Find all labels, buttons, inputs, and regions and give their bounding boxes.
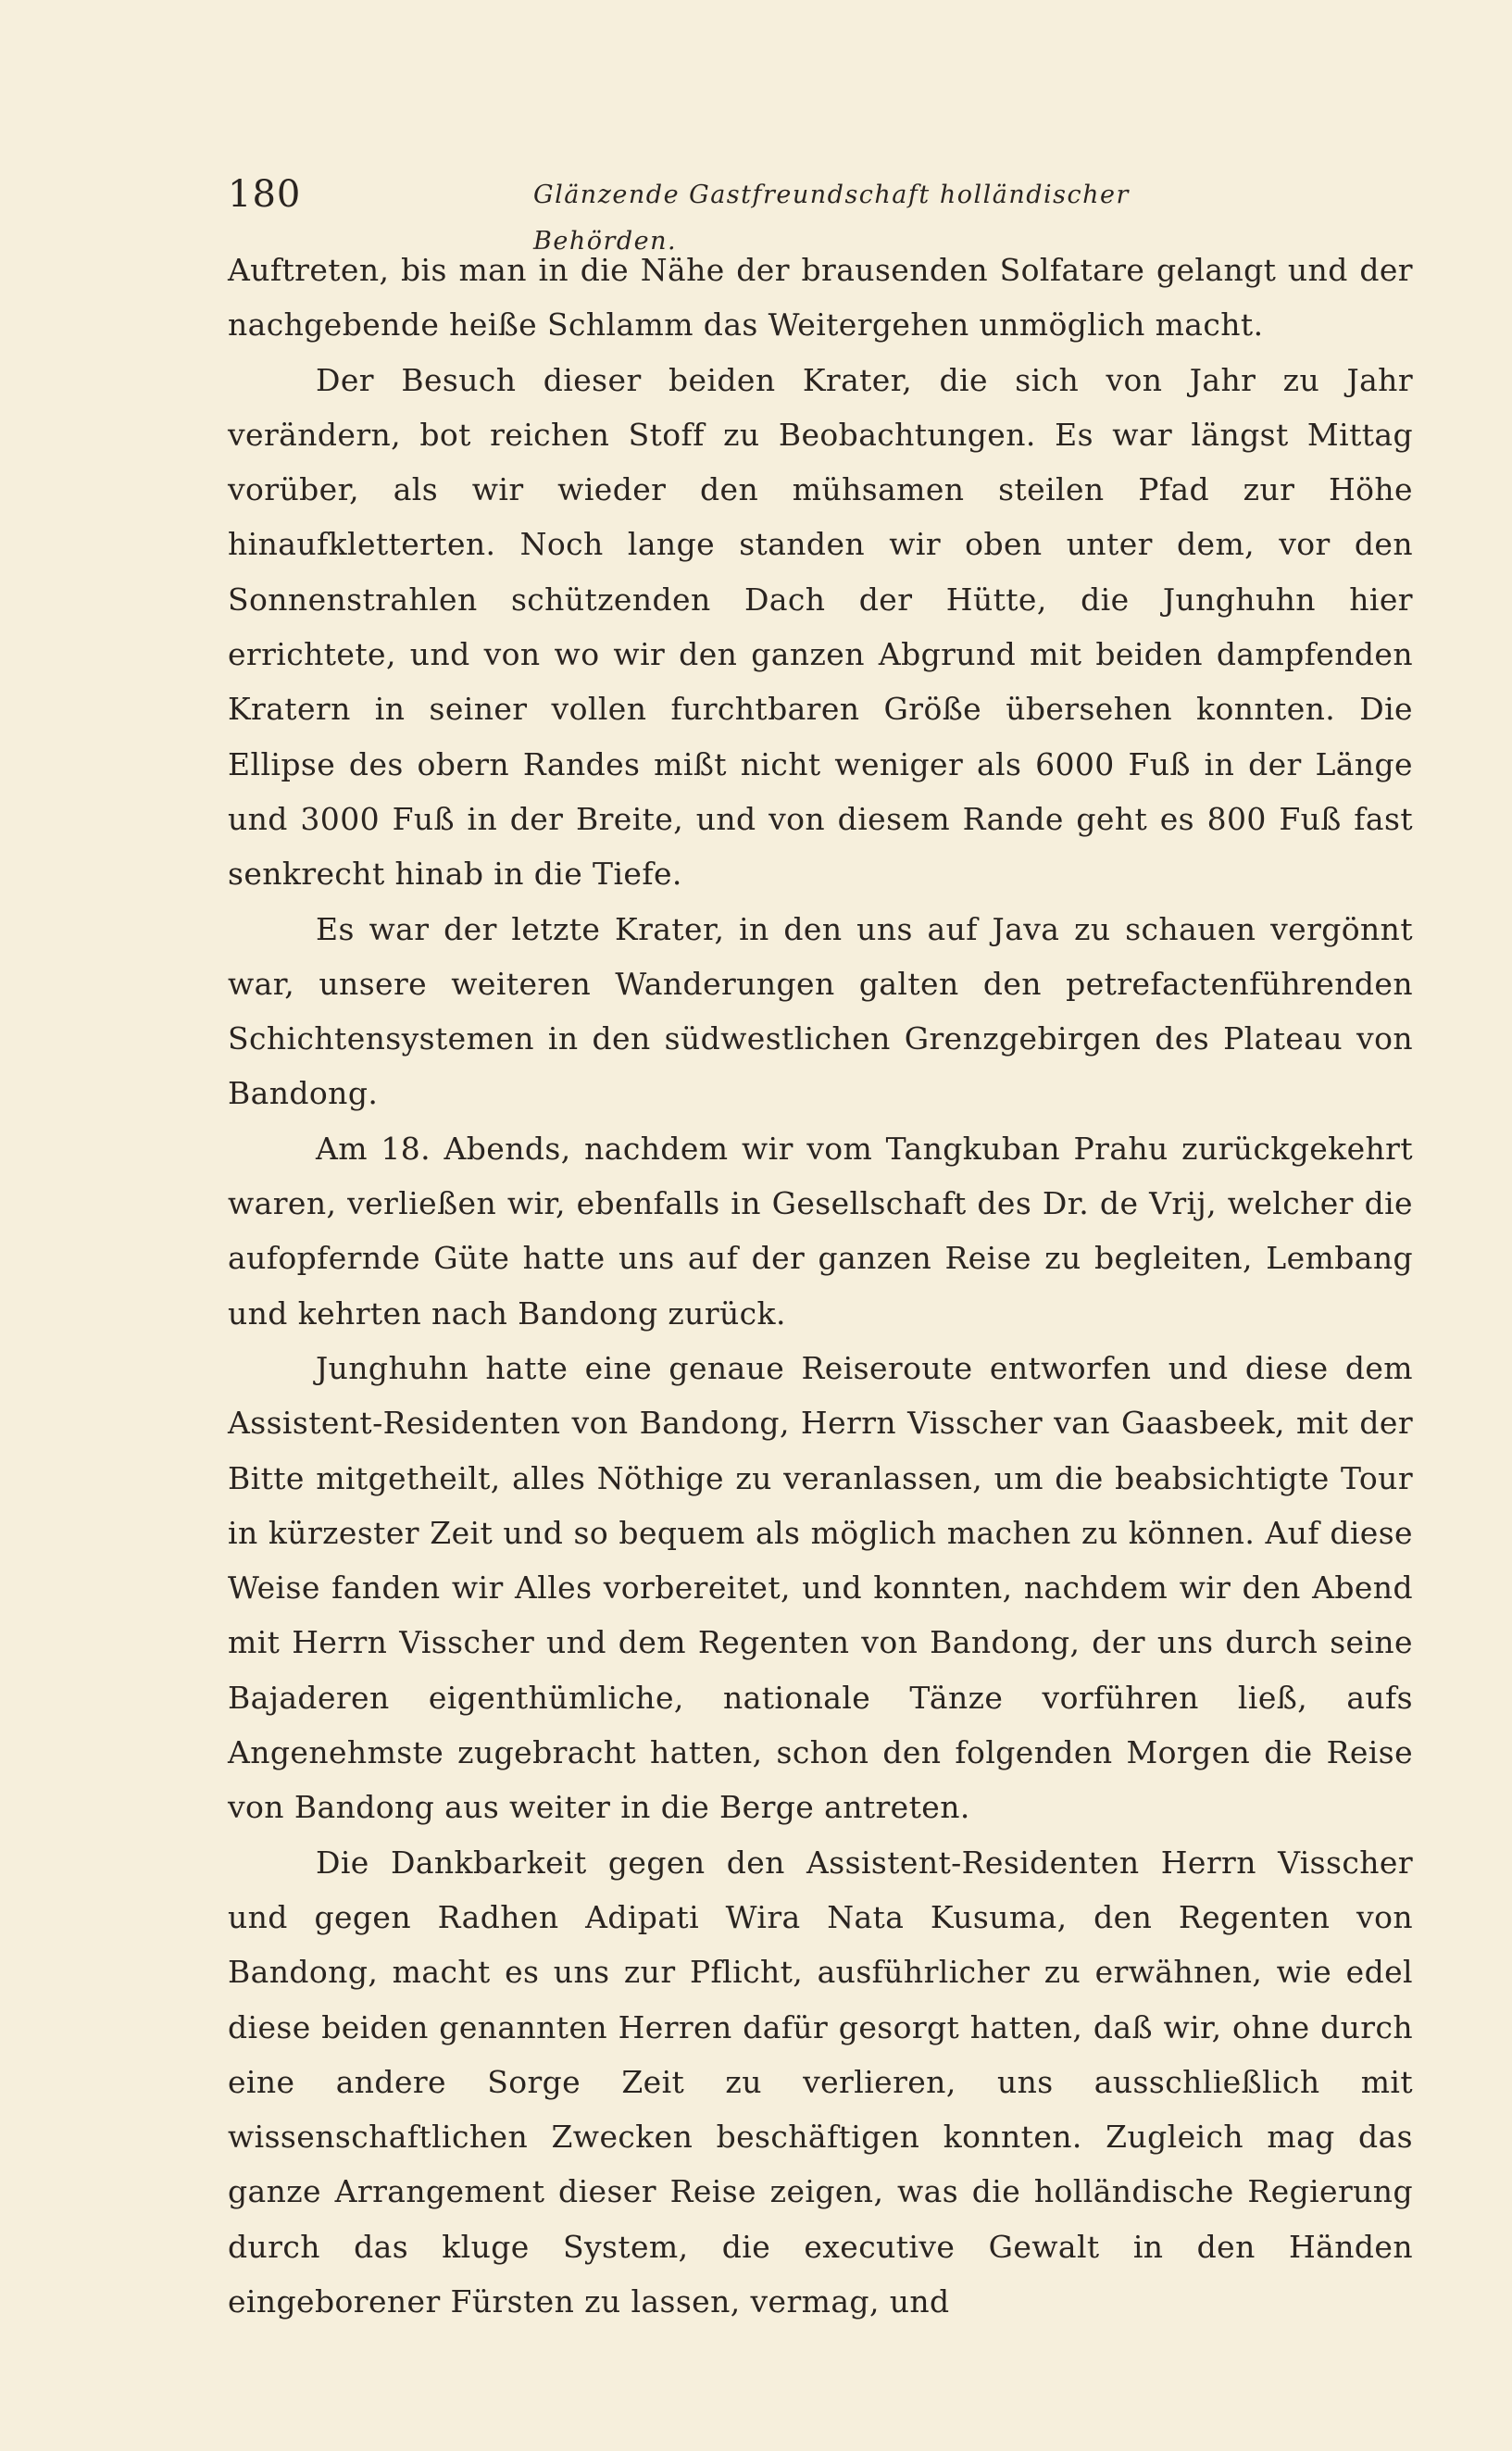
- running-title: Glänzende Gastfreundschaft holländischer Behörden.: [533, 181, 1130, 256]
- running-head: [228, 167, 1274, 256]
- page-number: 180: [228, 173, 302, 216]
- paragraph-6: Die Dankbarkeit gegen den Assistent-Residenten Herrn Visscher und gegen Radhen Adipati Wira Nata Kusuma, den Regenten von Bandong, macht es uns zur Pflicht, ausführlicher zu erwähnen, wie edel diese beiden genannten Herren dafür gesorgt hatten, daß wir, ohne durch eine andere Sorge Zeit zu verlieren, uns ausschließlich mit wissenschaftlichen Zwecken beschäftigen konnten. Zugleich mag das ganze Arrangement dieser Reise zeigen, was die holländische Regierung durch das kluge System, die executive Gewalt in den Händen eingeborener Fürsten zu lassen, vermag, und: [228, 1844, 1413, 2320]
- body-text: [228, 243, 1413, 2329]
- paragraph-1: Auftreten, bis man in die Nähe der brausenden Solfatare gelangt und der nachgebende heiße Schlamm das Weitergehen unmöglich macht.: [228, 252, 1413, 344]
- paragraph-5: Junghuhn hatte eine genaue Reiseroute entworfen und diese dem Assistent-Residenten von Bandong, Herrn Visscher van Gaasbeek, mit der Bitte mitgetheilt, alles Nöthige zu veranlassen, um die beabsichtigte Tour in kürzester Zeit und so bequem als möglich machen zu können. Auf diese Weise fanden wir Alles vorbereitet, und konnten, nachdem wir den Abend mit Herrn Visscher und dem Regenten von Bandong, der uns durch seine Bajaderen eigenthümliche, nationale Tänze vorführen ließ, aufs Angenehmste zugebracht hatten, schon den folgenden Morgen die Reise von Bandong aus weiter in die Berge antreten.: [228, 1349, 1413, 1826]
- paragraph-2: Der Besuch dieser beiden Krater, die sich von Jahr zu Jahr verändern, bot reichen Stoff zu Beobachtungen. Es war längst Mittag vorüber, als wir wieder den mühsamen steilen Pfad zur Höhe hinaufkletterten. Noch lange standen wir oben unter dem, vor den Sonnenstrahlen schützenden Dach der Hütte, die Junghuhn hier errichtete, und von wo wir den ganzen Abgrund mit beiden dampfenden Kratern in seiner vollen furchtbaren Größe übersehen konnten. Die Ellipse des obern Randes mißt nicht weniger als 6000 Fuß in der Länge und 3000 Fuß in der Breite, und von diesem Rande geht es 800 Fuß fast senkrecht hinab in die Tiefe.: [228, 361, 1413, 893]
- paragraph-3: Es war der letzte Krater, in den uns auf Java zu schauen vergönnt war, unsere weiteren Wanderungen galten den petrefactenführenden Schichtensystemen in den südwestlichen Grenzgebirgen des Plateau von Bandong.: [228, 910, 1413, 1112]
- paragraph-4: Am 18. Abends, nachdem wir vom Tangkuban Prahu zurückgekehrt waren, verließen wir, ebenfalls in Gesellschaft des Dr. de Vrij, welcher die aufopfernde Güte hatte uns auf der ganzen Reise zu begleiten, Lembang und kehrten nach Bandong zurück.: [228, 1130, 1413, 1332]
